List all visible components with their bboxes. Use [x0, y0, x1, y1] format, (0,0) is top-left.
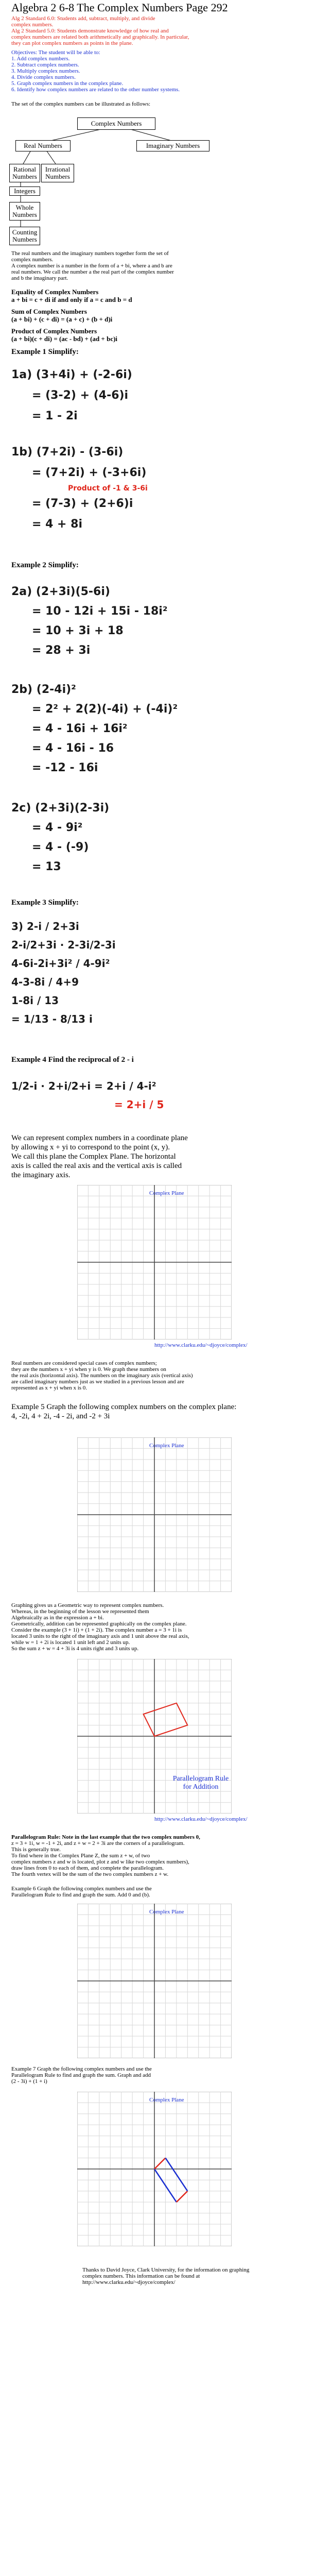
parallelogram-text	[11, 1834, 300, 1877]
graphing-line: Graphing gives us a Geometric way to represent complex numbers.	[11, 1602, 164, 1608]
sum-rule: (a + bi) + (c + di) = (a + c) + (b + d)i	[11, 315, 113, 323]
counting-line: Numbers	[12, 235, 37, 243]
diagram-complex: Complex Numbers	[77, 117, 155, 130]
note-line: Real numbers are considered special cases of complex numbers;	[11, 1360, 157, 1366]
whole-line: Whole	[15, 204, 34, 211]
sum-heading: Sum of Complex Numbers	[11, 308, 87, 315]
equality-rule: a + bi = c + di if and only if a = c and b = d	[11, 296, 132, 303]
graphing-line: Consider the example (3 + 1i) + (1 + 2i). The complex number a = 3 + 1i is	[11, 1627, 182, 1633]
irrational-line: Numbers	[45, 173, 70, 180]
work-line: = 4 - 9i²	[32, 821, 83, 834]
work-line: 1a) (3+4i) + (-2-6i)	[11, 368, 132, 381]
work-line: = 2² + 2(2)(-4i) + (-4i)²	[32, 703, 178, 716]
standard-line: Alg 2 Standard 6.0: Students add, subtract, multiply, and divide	[11, 15, 155, 22]
work-line: = 2+i / 5	[114, 1098, 164, 1111]
standard-line: complex numbers.	[11, 22, 54, 28]
rational-line: Rational	[13, 165, 37, 173]
definition-line: The real numbers and the imaginary numbers together form the set of	[11, 250, 169, 257]
graphing-line: Whereas, in the beginning of the lesson we represented them	[11, 1608, 149, 1615]
work-line: = 4 + 8i	[32, 518, 83, 531]
graph-label: Complex Plane	[149, 1443, 184, 1449]
footer-line: http://www.clarku.edu/~djoyce/complex/	[82, 2279, 176, 2285]
graphing-text	[11, 1602, 300, 1652]
work-line: = 4 - 16i + 16i²	[32, 722, 128, 735]
equality-heading: Equality of Complex Numbers	[11, 288, 99, 296]
work-line: 2b) (2-4i)²	[11, 683, 76, 696]
diagram-integers: Integers	[9, 187, 40, 196]
graphing-line: So the sum z + w = 4 + 3i is 4 units right and 3 units up.	[11, 1646, 139, 1652]
objective-item: 6. Identify how complex numbers are related to the other number systems.	[11, 87, 180, 93]
example6-graph	[77, 1904, 232, 2058]
example7-heading: Parallelogram Rule to find and graph the sum. Graph and add	[11, 2072, 151, 2078]
note-line: they are the numbers x + yi when y is 0. We graph these numbers on	[11, 1366, 166, 1372]
example2b-work	[11, 680, 178, 778]
standard-line: complex numbers are related both arithmetically and graphically. In particular,	[11, 34, 189, 40]
source-url: http://www.clarku.edu/~djoyce/complex/	[154, 1816, 248, 1822]
work-line: 2a) (2+3i)(5-6i)	[11, 585, 110, 598]
plane-line: axis is called the real axis and the vertical axis is called	[11, 1162, 182, 1170]
note	[11, 1360, 300, 1391]
plane-intro	[11, 1133, 300, 1180]
example7-heading: Example 7 Graph the following complex numbers and use the	[11, 2066, 152, 2072]
example5-text	[11, 1402, 300, 1421]
example4-work	[11, 1077, 164, 1114]
definition-line: real numbers. We call the number a the real part of the complex number	[11, 269, 174, 275]
example7-text	[11, 2066, 300, 2084]
example7-heading: (2 - 3i) + (1 + i)	[11, 2078, 47, 2084]
parallelogram-line: To find where in the Complex Plane Z, the sum z + w, of two	[11, 1853, 150, 1859]
work-line: = (7-3) + (2+6)i	[32, 497, 133, 510]
product-heading: Product of Complex Numbers	[11, 327, 97, 335]
complex-plane-graph	[77, 1185, 232, 1340]
work-line: 4-3-8i / 4+9	[11, 976, 79, 988]
definition-line: and b the imaginary part.	[11, 275, 68, 281]
plane-line: We can represent complex numbers in a coordinate plane	[11, 1134, 188, 1142]
work-note: Product of -1 & 3-6i	[68, 484, 148, 493]
work-line: = -12 - 16i	[32, 761, 98, 774]
work-line: = 1 - 2i	[32, 410, 78, 422]
work-line: 1-8i / 13	[11, 994, 59, 1007]
example1b-work	[11, 442, 148, 535]
example6-heading: Parallelogram Rule to find and graph the sum. Add 0 and (b).	[11, 1892, 150, 1898]
product-rule: (a + bi)(c + di) = (ac - bd) + (ad + bc)i	[11, 335, 118, 343]
example4-heading: Example 4 Find the reciprocal of 2 - i	[11, 1056, 134, 1064]
work-line: 1b) (7+2i) - (3-6i)	[11, 446, 124, 459]
intro-text: The set of the complex numbers can be illustrated as follows:	[11, 101, 151, 107]
note-line: the real axis (horizontal axis). The numbers on the imaginary axis (vertical axis)	[11, 1372, 193, 1379]
standard-line: Alg 2 Standard 5.0: Students demonstrate knowledge of how real and	[11, 28, 169, 34]
graph-label: Complex Plane	[149, 1909, 184, 1915]
work-line: 4-6i-2i+3i² / 4-9i²	[11, 957, 110, 970]
source-url: http://www.clarku.edu/~djoyce/complex/	[154, 1342, 248, 1348]
footer	[82, 2267, 299, 2285]
example6-heading: Example 6 Graph the following complex numbers and use the	[11, 1886, 152, 1892]
parallelogram-line: z = 3 + 1i, w = -1 + 2i, and z + w = 2 + 3i are the corners of a parallelogram.	[11, 1840, 185, 1846]
work-line: = 10 - 12i + 15i - 18i²	[32, 605, 168, 618]
definition-line: A complex number is a number in the form of a + bi, where a and b are	[11, 263, 172, 269]
irrational-line: Irrational	[45, 165, 71, 173]
example5-points: 4, -2i, 4 + 2i, -4 - 2i, and -2 + 3i	[11, 1412, 110, 1420]
objective-item: 4. Divide complex numbers.	[11, 74, 76, 80]
work-line: = 13	[32, 860, 61, 873]
footer-line: complex numbers. This information can be found at	[82, 2273, 200, 2279]
diagram-whole	[9, 202, 40, 221]
objective-item: 2. Subtract complex numbers.	[11, 62, 79, 68]
example7-graph	[77, 2092, 232, 2246]
example2c-work	[11, 799, 109, 877]
definition-line: complex numbers.	[11, 257, 54, 263]
work-line: = 28 + 3i	[32, 644, 91, 657]
parallelogram-line: Parallelogram Rule: Note in the last example that the two complex numbers 0,	[11, 1834, 200, 1840]
objective-item: 1. Add complex numbers.	[11, 56, 70, 62]
work-line: = 10 + 3i + 18	[32, 624, 124, 637]
graph-label: Complex Plane	[149, 2097, 184, 2103]
parallelogram-line: This is generally true.	[11, 1846, 61, 1853]
example2-heading: Example 2 Simplify:	[11, 561, 79, 569]
work-line: 2-i/2+3i · 2-3i/2-3i	[11, 939, 116, 951]
example5-heading: Example 5 Graph the following complex numbers on the complex plane:	[11, 1403, 237, 1411]
objective-item: 3. Multiply complex numbers.	[11, 68, 80, 74]
definition	[11, 250, 279, 281]
graph-label: Complex Plane	[149, 1190, 184, 1196]
work-line: = (3-2) + (4-6)i	[32, 389, 129, 402]
graphing-line: Geometrically, addition can be represented graphically on the complex plane.	[11, 1621, 187, 1627]
plane-line: the imaginary axis.	[11, 1171, 71, 1179]
standard-line: they can plot complex numbers as points in the plane.	[11, 40, 133, 46]
parallelogram-line: The fourth vertex will be the sum of the two complex numbers z + w.	[11, 1871, 169, 1877]
work-line: = 1/13 - 8/13 i	[11, 1013, 93, 1025]
work-line: = 4 - 16i - 16	[32, 742, 114, 755]
page-title: Algebra 2 6-8 The Complex Numbers Page 292	[11, 1, 228, 14]
diagram-irrational	[41, 164, 74, 182]
work-line: 1/2-i · 2+i/2+i = 2+i / 4-i²	[11, 1080, 156, 1092]
example3-work	[11, 917, 116, 1028]
graphing-line: located 3 units to the right of the imaginary axis and 1 unit above the real axis,	[11, 1633, 189, 1639]
footer-line: Thanks to David Joyce, Clark University, for the information on graphing	[82, 2267, 250, 2273]
graph-label: Parallelogram Rule for Addition	[172, 1775, 229, 1791]
objectives-heading: Objectives: The student will be able to:	[11, 49, 100, 56]
diagram-imaginary: Imaginary Numbers	[136, 140, 209, 151]
whole-line: Numbers	[12, 211, 37, 218]
example2a-work	[11, 582, 167, 660]
objective-item: 5. Graph complex numbers in the complex plane.	[11, 80, 124, 87]
diagram-real: Real Numbers	[15, 140, 71, 151]
note-line: are called imaginary numbers just as we studied in a previous lesson and are	[11, 1379, 184, 1385]
parallelogram-line: complex numbers z and w is located, plot z and w like two complex numbers),	[11, 1859, 189, 1865]
graphing-line: while w = 1 + 2i is located 1 unit left and 2 units up.	[11, 1639, 130, 1646]
parallelogram-line: draw lines from 0 to each of them, and complete the parallelogram.	[11, 1865, 164, 1871]
work-line: = 4 - (-9)	[32, 841, 89, 854]
diagram-counting	[9, 227, 40, 245]
note-line: represented as x + yi when x is 0.	[11, 1385, 87, 1391]
example6-text	[11, 1886, 300, 1898]
example5-graph	[77, 1437, 232, 1592]
plane-line: by allowing x + yi to correspond to the point (x, y).	[11, 1143, 170, 1151]
diagram-rational	[9, 164, 40, 182]
graphing-line: Algebraically as in the expression a + bi.	[11, 1615, 104, 1621]
rational-line: Numbers	[12, 173, 37, 180]
example3-heading: Example 3 Simplify:	[11, 899, 79, 907]
example1a-work	[11, 365, 132, 427]
counting-line: Counting	[12, 228, 38, 236]
work-line: = (7+2i) + (-3+6i)	[32, 466, 147, 479]
example1-heading: Example 1 Simplify:	[11, 348, 79, 356]
plane-line: We call this plane the Complex Plane. The horizontal	[11, 1153, 176, 1161]
work-line: 2c) (2+3i)(2-3i)	[11, 802, 110, 815]
work-line: 3) 2-i / 2+3i	[11, 920, 79, 933]
